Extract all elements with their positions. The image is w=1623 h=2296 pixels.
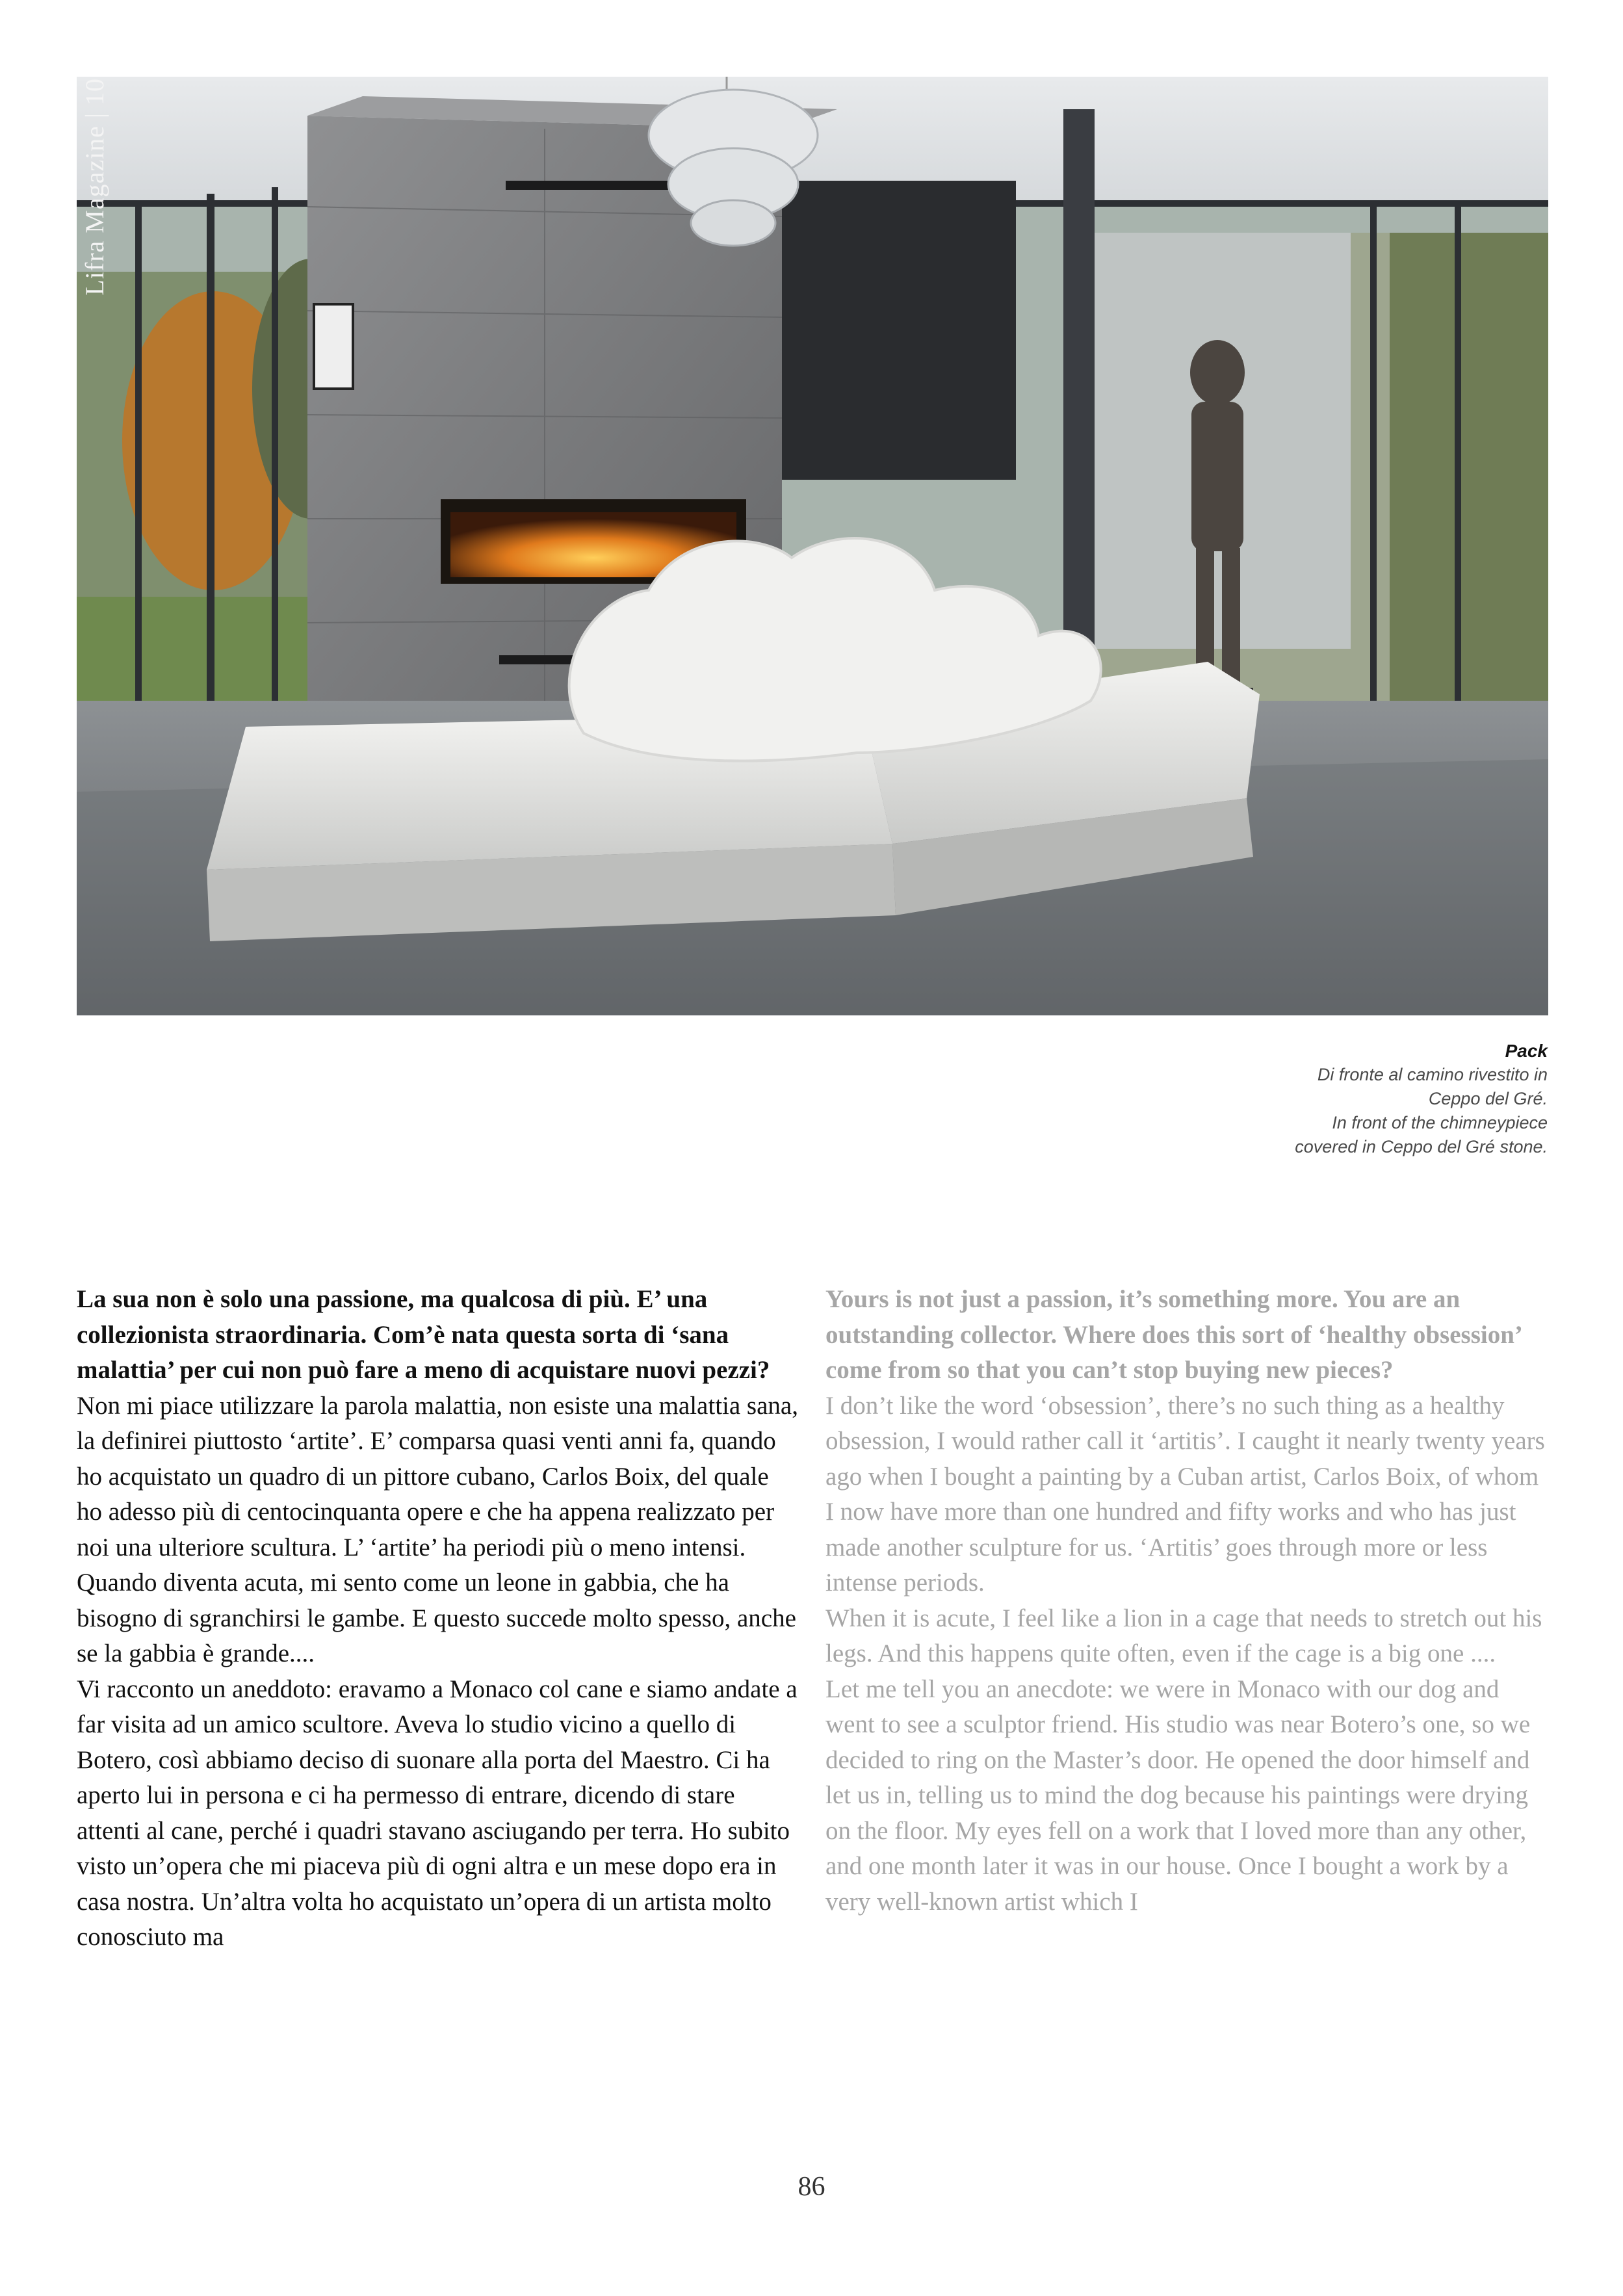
dark-panel [782,181,1016,480]
page-number: 86 [798,2172,825,2202]
english-question: Yours is not just a passion, it’s something more. You are an outstanding collector. Where does this sort of ‘healthy obsession’ come from so that you can’t stop buying new pieces? [825,1285,1522,1384]
living-room-illustration [77,77,1548,1015]
english-answer-paragraph: When it is acute, I feel like a lion in a cage that needs to stretch out his legs. And this happens quite often, even if the cage is a big one .... [825,1604,1542,1667]
interior-photo [77,77,1548,1015]
framed-picture [314,304,353,389]
photo-caption [1210,1039,1548,1159]
italian-column [77,1282,798,1955]
wall-slot [506,181,688,190]
magazine-label: Lifra Magazine | 10 [80,78,109,296]
english-answer-paragraph: Let me tell you an anecdote: we were in Monaco with our dog and went to see a sculptor friend. His studio was near Botero’s one, so we decided to ring on the Master’s door. He opened the door himself and let us in, telling us to mind the dog because his paintings were drying on the floor. My eyes fell on a work that I loved more than any other, and one month later it was in our house. Once I bought a work by a very well-known artist which I [825,1675,1531,1916]
italian-answer-paragraph: Vi racconto un aneddoto: eravamo a Monaco col cane e siamo andate a far visita ad un amico scultore. Aveva lo studio vicino a quello di Botero, così abbiamo deciso di suonare alla porta del Maestro. Ci ha aperto lui in persona e ci ha permesso di entrare, dicendo di stare attenti al cane, perché i quadri stavano asciugando per terra. Ho subito visto un’opera che mi piaceva più di ogni altra e un mese dopo era in casa nostra. Un’altra volta ho acquistato un’opera di un artista molto conosciuto ma [77,1675,798,1951]
english-column [825,1282,1547,1920]
caption-line: In front of the chimneypiece [1332,1113,1548,1132]
caption-line: Ceppo del Gré. [1428,1089,1548,1108]
caption-line: covered in Ceppo del Gré stone. [1295,1137,1548,1156]
caption-line: Di fronte al camino rivestito in [1317,1065,1548,1084]
english-answer-paragraph: I don’t like the word ‘obsession’, there’s no such thing as a healthy obsession, I would rather call it ‘artitis’. I caught it nearly twenty years ago when I bought a painting by a Cuban artist, Carlos Boix, of whom I now have more than one hundred and fifty works and who has just made another sculpture for us. ‘Artitis’ goes through more or less intense periods. [825,1391,1545,1597]
column [1063,109,1095,701]
caption-title: Pack [1505,1041,1548,1061]
italian-question: La sua non è solo una passione, ma qualcosa di più. E’ una collezionista straordinaria. Com’è nata questa sorta di ‘sana malattia’ per cui non può fare a meno di acquistare nuovi pezzi? [77,1285,770,1384]
italian-answer-paragraph: Non mi piace utilizzare la parola malattia, non esiste una malattia sana, la definirei piuttosto ‘artite’. E’ comparsa quasi venti anni fa, quando ho acquistato un quadro di un pittore cubano, Carlos Boix, del quale ho adesso più di centocinquanta opere e che ha appena realizzato per noi una ulteriore scultura. L’ ‘artite’ ha periodi più o meno intensi. Quando diventa acuta, mi sento come un leone in gabbia, che ha bisogno di sgranchirsi le gambe. E questo succede molto spesso, anche se la gabbia è grande.... [77,1391,798,1667]
